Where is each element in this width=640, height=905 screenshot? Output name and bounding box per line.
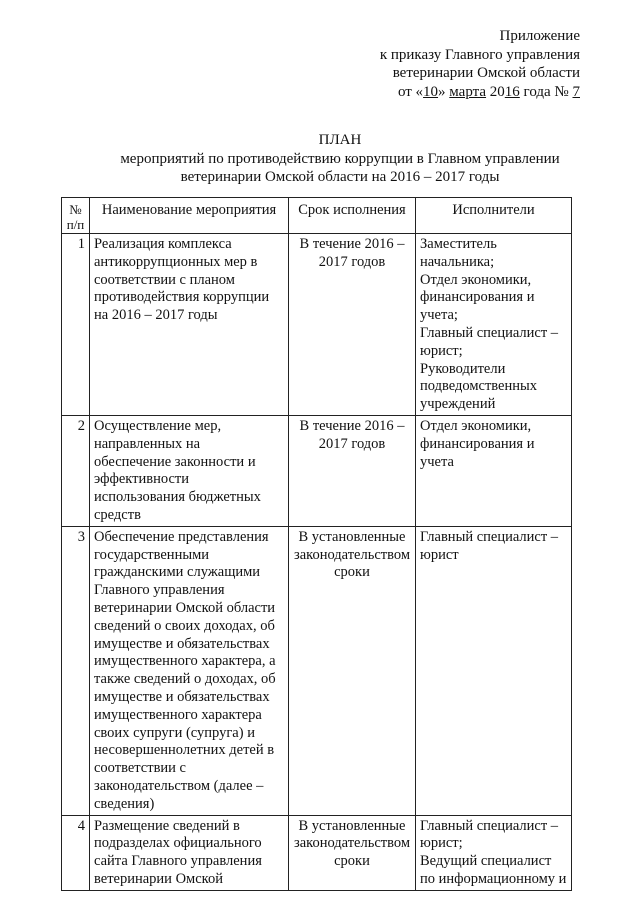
table-body: [62, 234, 572, 891]
row-deadline: [289, 234, 416, 416]
row-measure-line: соответствии с планом: [94, 271, 235, 288]
row-deadline-line: законодательством: [293, 546, 411, 563]
row-measure-line: Обеспечение представления: [94, 528, 269, 545]
row-deadline-line: В установленные: [298, 528, 406, 545]
row-executors-line: юрист: [420, 546, 459, 563]
row-measure-line: подразделах официального: [94, 835, 262, 852]
row-executors: [416, 415, 572, 526]
row-number: 3: [62, 526, 90, 815]
date-no-label: года №: [519, 83, 573, 100]
appendix-line-2: к приказу Главного управления: [379, 46, 580, 63]
row-executors-line: Ведущий специалист: [420, 853, 552, 870]
row-deadline-line: 2017 годов: [318, 435, 386, 452]
row-executors-line: начальника;: [420, 253, 495, 270]
appendix-block: [380, 27, 580, 101]
row-number: 2: [62, 415, 90, 526]
row-measure-line: использования бюджетных: [94, 489, 261, 506]
row-deadline-line: сроки: [334, 564, 370, 581]
plan-subtitle-line-1: мероприятий по противодействию коррупции в Главном управлении: [120, 150, 560, 167]
row-executors-line: Руководители: [420, 360, 506, 377]
row-deadline-line: сроки: [334, 853, 370, 870]
date-prefix: от «: [397, 83, 424, 100]
row-deadline-line: законодательством: [293, 835, 411, 852]
table-row: [62, 234, 572, 416]
row-measure: [90, 234, 289, 416]
row-executors: [416, 234, 572, 416]
row-measure-line: ветеринарии Омской: [94, 870, 223, 887]
header-num-line-1: №: [69, 202, 82, 217]
row-measure: [90, 526, 289, 815]
row-executors-line: Главный специалист –: [420, 528, 559, 545]
row-executors-line: Отдел экономики,: [420, 271, 532, 288]
row-deadline-line: В установленные: [298, 817, 406, 834]
row-measure-line: соответствии с: [94, 760, 186, 777]
row-number: 4: [62, 815, 90, 890]
row-measure-line: антикоррупционных мер в: [94, 253, 258, 270]
plan-subtitle-line-2: ветеринарии Омской области на 2016 – 2017 годы: [180, 169, 500, 185]
date-year-suffix: 16: [504, 83, 520, 100]
row-measure-line: имущественного характера: [94, 706, 262, 723]
table-row: [62, 415, 572, 526]
row-executors: [416, 526, 572, 815]
row-deadline: [289, 815, 416, 890]
row-measure-line: Главного управления: [94, 582, 225, 599]
row-measure-line: противодействия коррупции: [94, 289, 270, 306]
row-executors-line: Заместитель: [420, 236, 497, 252]
row-executors-line: учета;: [420, 307, 458, 324]
row-measure-line: имуществе и обязательствах: [94, 635, 270, 652]
row-measure-line: несовершеннолетних детей в: [94, 742, 275, 759]
table-row: [62, 526, 572, 815]
row-measure-line: Реализация комплекса: [94, 236, 232, 252]
header-name: Наименование мероприятия: [90, 198, 289, 234]
row-measure-line: также сведений о доходах, об: [94, 671, 276, 688]
header-num: [62, 198, 90, 234]
row-measure-line: эффективности: [94, 471, 189, 488]
plan-title-block: [60, 131, 620, 187]
row-deadline-line: В течение 2016 –: [299, 236, 405, 252]
appendix-line-3: ветеринарии Омской области: [392, 65, 580, 81]
row-measure-line: ветеринарии Омской области: [94, 599, 276, 616]
row-measure-line: Осуществление мер,: [94, 417, 222, 434]
row-executors-line: финансирования и: [420, 435, 535, 452]
row-executors-line: учета: [420, 453, 454, 470]
row-executors-line: юрист;: [420, 342, 463, 359]
table-row: [62, 815, 572, 890]
row-executors-line: подведомственных: [420, 378, 537, 395]
row-executors-line: Отдел экономики,: [420, 417, 532, 434]
row-measure-line: средств: [94, 506, 141, 523]
row-deadline-line: 2017 годов: [318, 253, 386, 270]
row-measure-line: обеспечение законности и: [94, 453, 256, 470]
row-measure-line: имущественного характера, а: [94, 653, 276, 670]
row-executors-line: Главный специалист –: [420, 324, 559, 341]
header-exec: Исполнители: [416, 198, 572, 234]
row-deadline: [289, 526, 416, 815]
row-measure-line: своих супруги (супруга) и: [94, 724, 255, 741]
header-term: Срок исполнения: [289, 198, 416, 234]
row-measure-line: Размещение сведений в: [94, 817, 240, 834]
appendix-date-line: [380, 83, 580, 102]
row-measure-line: сайта Главного управления: [94, 853, 262, 870]
row-measure-line: на 2016 – 2017 годы: [94, 307, 218, 324]
row-deadline: [289, 415, 416, 526]
row-measure-line: государственными: [94, 546, 210, 563]
date-year-prefix: 20: [486, 83, 505, 100]
row-measure: [90, 815, 289, 890]
row-measure-line: имуществе и обязательствах: [94, 688, 270, 705]
row-executors-line: юрист;: [420, 835, 463, 852]
date-mid: »: [438, 83, 450, 100]
row-executors-line: учреждений: [420, 396, 496, 413]
row-measure-line: направленных на: [94, 435, 201, 452]
row-number: 1: [62, 234, 90, 416]
order-number: 7: [572, 83, 580, 100]
row-deadline-line: В течение 2016 –: [299, 417, 405, 434]
row-executors-line: финансирования и: [420, 289, 535, 306]
date-month: марта: [449, 83, 487, 100]
row-measure-line: сведения): [94, 795, 155, 812]
row-measure-line: сведений о своих доходах, об: [94, 617, 275, 634]
appendix-line-1: Приложение: [499, 28, 580, 44]
plan-heading: ПЛАН: [318, 132, 362, 148]
row-measure-line: гражданскими служащими: [94, 564, 261, 581]
row-executors-line: Главный специалист –: [420, 817, 559, 834]
plan-table: [61, 197, 572, 891]
row-measure-line: законодательством (далее –: [94, 777, 264, 794]
row-executors-line: по информационному и: [420, 870, 567, 887]
row-executors: [416, 815, 572, 890]
header-num-line-2: п/п: [66, 217, 85, 232]
row-measure: [90, 415, 289, 526]
date-day: 10: [423, 83, 439, 100]
table-header-row: [62, 198, 572, 234]
